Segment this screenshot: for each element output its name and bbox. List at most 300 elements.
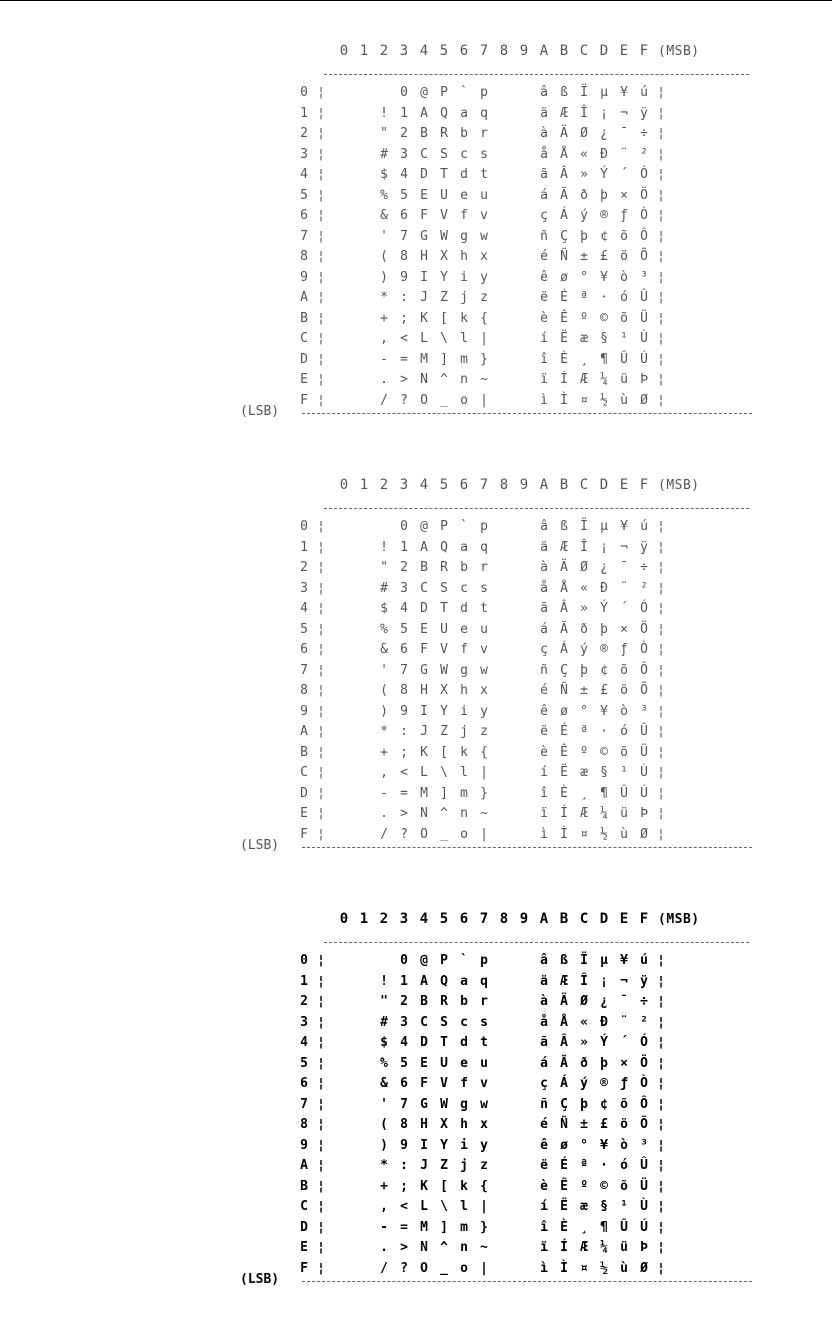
char-cell: ¹ [620,1199,628,1214]
char-cell [334,352,354,367]
msb-column-label: D [599,911,609,927]
char-cell: º [580,1178,588,1194]
char-cell [334,372,354,387]
char-cell [354,1056,374,1071]
char-cell: R [440,126,448,141]
char-cell: T [440,1035,448,1050]
msb-column-label: 6 [459,911,469,927]
char-cell [514,560,534,575]
char-cell: - [380,351,388,367]
char-cell: ± [580,1117,588,1132]
msb-header [334,40,700,62]
char-cell: 0 [400,953,408,968]
char-cell: f [460,1076,468,1091]
char-cell [514,1199,534,1214]
char-cell [514,1076,534,1091]
char-cell: e [460,1055,468,1071]
row-cells [334,229,654,244]
char-cell: Ò [640,208,648,223]
char-cell [494,1179,514,1194]
char-cell: I [420,269,428,285]
char-cell: ª [580,1158,588,1173]
table-row [294,764,668,781]
char-cell: ° [580,703,588,719]
lsb-row-label: C [300,331,308,346]
char-cell [354,1240,374,1255]
left-bar: ¦ [317,351,325,367]
char-cell: ¹ [620,331,628,346]
lsb-row-label: 5 [300,1055,308,1071]
lsb-row-label: 4 [300,1035,308,1050]
char-cell [494,147,514,162]
char-cell: ý [580,208,588,223]
char-cell: · [600,1158,608,1173]
char-cell: | [480,331,488,346]
char-cell: W [440,228,448,244]
char-cell [494,622,514,637]
msb-column-label: D [599,477,609,493]
char-cell: G [420,228,428,244]
left-bar: ¦ [317,994,325,1009]
char-cell [334,1076,354,1091]
bottom-dashed-rule [302,1281,752,1282]
char-cell: ã [540,167,548,182]
lsb-row-label: 9 [300,1137,308,1153]
char-cell: £ [600,1117,608,1132]
char-cell [354,188,374,203]
char-cell [514,601,534,616]
char-cell: Z [440,724,448,739]
char-cell [334,765,354,780]
char-cell: ã [540,601,548,616]
lsb-row-label: F [300,1260,308,1276]
char-cell: + [380,310,388,326]
char-cell [494,953,514,968]
char-cell: â [540,519,548,534]
char-cell [494,393,514,408]
char-cell [374,953,394,968]
char-cell: ? [400,1260,408,1276]
char-cell: " [380,994,388,1009]
char-cell [514,827,534,842]
char-cell: _ [440,392,448,408]
char-cell: , [380,1199,388,1214]
row-cells [334,540,654,555]
char-cell: ¯ [620,560,628,575]
char-cell: u [480,1055,488,1071]
char-cell: 6 [400,642,408,657]
right-bar: ¦ [657,806,665,821]
left-bar: ¦ [317,105,325,121]
row-cells [334,352,654,367]
char-cell: õ [620,228,628,244]
lsb-row-label: 0 [300,85,308,100]
char-cell [354,167,374,182]
char-cell: o [460,392,468,408]
char-cell [494,331,514,346]
char-cell: q [480,105,488,121]
char-cell: = [400,1219,408,1235]
table-row [294,1219,668,1236]
right-bar: ¦ [657,1178,665,1194]
right-bar: ¦ [657,785,665,801]
char-cell: # [380,1014,388,1030]
right-bar: ¦ [657,953,665,968]
char-cell: @ [420,85,428,100]
left-bar: ¦ [317,167,325,182]
char-cell: ² [640,146,648,162]
char-cell [514,1015,534,1030]
char-cell: ! [380,973,388,989]
char-cell: § [600,765,608,780]
char-cell: § [600,331,608,346]
char-cell: ´ [620,601,628,616]
lsb-row-label: 1 [300,539,308,555]
char-cell: õ [620,662,628,678]
char-cell: ë [540,290,548,305]
lsb-row-label: 9 [300,703,308,719]
bottom-dashed-rule [302,847,752,848]
row-cells [334,601,654,616]
lsb-row-label: 2 [300,126,308,141]
char-cell: a [460,973,468,989]
char-cell [354,1035,374,1050]
char-cell: 6 [400,1076,408,1091]
left-bar: ¦ [317,1076,325,1091]
char-cell [514,270,534,285]
char-cell: l [460,331,468,346]
char-cell: ª [580,290,588,305]
left-bar: ¦ [317,826,325,842]
char-cell: N [420,1240,428,1255]
char-cell: f [460,642,468,657]
right-bar: ¦ [657,1137,665,1153]
table-row [294,805,668,822]
char-cell: º [580,310,588,326]
char-cell [334,786,354,801]
char-cell: V [440,208,448,223]
right-bar: ¦ [657,703,665,719]
char-cell: e [460,621,468,637]
char-cell: ï [540,372,548,387]
row-cells [334,806,654,821]
char-cell [334,1035,354,1050]
char-cell: é [540,249,548,264]
char-cell: ( [380,683,388,698]
char-cell: & [380,642,388,657]
char-cell: È [560,785,568,801]
char-cell: Õ [640,249,648,264]
right-bar: ¦ [657,1055,665,1071]
left-bar: ¦ [317,642,325,657]
char-cell: \ [440,1199,448,1214]
char-cell: ç [540,642,548,657]
char-cell: Û [620,351,628,367]
char-cell: X [440,249,448,264]
char-cell [334,642,354,657]
char-cell: : [400,724,408,739]
char-cell: + [380,1178,388,1194]
char-cell: ï [540,806,548,821]
table-row [294,371,668,388]
lsb-row-label: 3 [300,146,308,162]
char-cell: u [480,621,488,637]
left-bar: ¦ [317,1219,325,1235]
char-cell: ¨ [620,146,628,162]
char-cell: Ë [560,1199,568,1214]
char-cell: ( [380,1117,388,1132]
char-cell [334,1179,354,1194]
char-cell: 0 [400,519,408,534]
table-row [294,125,668,142]
msb-column-label: 3 [399,477,409,493]
char-cell [494,663,514,678]
char-cell [514,581,534,596]
char-cell: t [480,601,488,616]
msb-column-label: 4 [419,477,429,493]
char-cell [334,974,354,989]
char-cell [354,352,374,367]
row-cells [334,85,654,100]
char-cell: ¢ [600,228,608,244]
char-cell: Ò [640,1076,648,1091]
row-cells [334,270,654,285]
char-cell: Ð [600,1014,608,1030]
msb-column-label: 9 [519,477,529,493]
right-bar: ¦ [657,973,665,989]
char-cell: Ë [560,331,568,346]
char-cell: S [440,146,448,162]
char-cell: w [480,1096,488,1112]
lsb-row-label: F [300,826,308,842]
char-cell [354,1220,374,1235]
char-cell: ¥ [600,1137,608,1153]
char-cell [354,1179,374,1194]
left-bar: ¦ [317,1137,325,1153]
msb-header [334,474,700,496]
char-cell [494,1220,514,1235]
msb-column-label: F [639,911,649,927]
char-cell: ¢ [600,662,608,678]
char-cell: P [440,953,448,968]
char-cell: s [480,146,488,162]
left-bar: ¦ [317,228,325,244]
char-cell: * [380,724,388,739]
char-cell: # [380,580,388,596]
char-cell [494,106,514,121]
right-bar: ¦ [657,126,665,141]
left-bar: ¦ [317,1199,325,1214]
char-cell: Ù [640,1199,648,1214]
lsb-row-label: 7 [300,1096,308,1112]
char-cell [334,994,354,1009]
row-cells [334,147,654,162]
char-cell: à [540,560,548,575]
char-cell [354,1199,374,1214]
msb-column-label: 3 [399,911,409,927]
char-cell: 9 [400,1137,408,1153]
char-cell: õ [620,1178,628,1194]
msb-column-label: 4 [419,43,429,59]
char-cell: . [380,372,388,387]
table-row [294,723,668,740]
table-row [294,1239,668,1256]
row-cells [334,704,654,719]
char-cell [514,994,534,1009]
table-row [294,392,668,409]
char-cell: W [440,1096,448,1112]
row-cells [334,994,654,1009]
lsb-label: (LSB) [240,838,280,853]
char-cell [494,1158,514,1173]
char-cell: Ú [640,351,648,367]
char-cell [334,663,354,678]
left-bar: ¦ [317,310,325,326]
left-bar: ¦ [317,953,325,968]
char-cell: Ì [560,1260,568,1276]
char-cell: i [460,1137,468,1153]
char-cell [334,229,354,244]
char-cell: ü [620,1240,628,1255]
char-cell: ' [380,228,388,244]
char-cell: r [480,994,488,1009]
char-cell: ¯ [620,126,628,141]
char-cell [334,1199,354,1214]
msb-column-label: 4 [419,911,429,927]
char-cell: ¿ [600,994,608,1009]
char-cell: 2 [400,560,408,575]
char-cell: ´ [620,167,628,182]
char-cell: ú [640,85,648,100]
char-cell: ` [460,519,468,534]
char-cell: á [540,1055,548,1071]
row-cells [334,683,654,698]
char-cell: Z [440,290,448,305]
right-bar: ¦ [657,539,665,555]
lsb-row-label: 5 [300,187,308,203]
char-cell: Û [640,724,648,739]
char-cell: F [420,208,428,223]
char-cell [334,683,354,698]
char-cell: R [440,560,448,575]
char-cell [374,85,394,100]
character-table-3 [240,908,830,1328]
msb-column-label: 5 [439,911,449,927]
char-cell: Ê [560,310,568,326]
row-cells [334,560,654,575]
char-cell: C [420,146,428,162]
msb-column-label: B [559,43,569,59]
right-bar: ¦ [657,994,665,1009]
char-cell: 7 [400,228,408,244]
char-cell: à [540,126,548,141]
char-cell [334,1138,354,1153]
char-cell: ~ [480,372,488,387]
right-bar: ¦ [657,372,665,387]
top-dashed-rule [324,942,749,943]
char-cell [494,994,514,1009]
char-cell: $ [380,601,388,616]
char-cell: Ø [580,560,588,575]
right-bar: ¦ [657,662,665,678]
char-cell [354,1015,374,1030]
char-cell: \ [440,765,448,780]
char-cell: ( [380,249,388,264]
char-cell [514,208,534,223]
table-row [294,146,668,163]
char-cell: ì [540,826,548,842]
char-cell: 3 [400,1014,408,1030]
char-cell: Ñ [560,249,568,264]
char-cell: ¶ [600,1219,608,1235]
char-cell: þ [580,1096,588,1112]
table-row [294,641,668,658]
char-cell [494,704,514,719]
char-cell: | [480,392,488,408]
char-cell [354,1076,374,1091]
lsb-row-label: E [300,806,308,821]
char-cell [514,974,534,989]
row-cells [334,1056,654,1071]
char-cell: y [480,1137,488,1153]
char-cell: å [540,580,548,596]
char-cell [334,560,354,575]
char-cell [514,1261,534,1276]
row-cells [334,786,654,801]
char-cell: . [380,1240,388,1255]
char-cell: ³ [640,269,648,285]
table-row [294,1116,668,1133]
char-cell: ò [620,703,628,719]
char-cell: 2 [400,126,408,141]
right-bar: ¦ [657,1199,665,1214]
char-cell: Å [560,580,568,596]
table-row [294,1260,668,1277]
char-cell [354,126,374,141]
char-cell: { [480,744,488,760]
char-cell: L [420,765,428,780]
char-cell: Á [560,208,568,223]
lsb-row-label: 1 [300,973,308,989]
char-cell: Ã [560,1055,568,1071]
char-cell: 4 [400,167,408,182]
char-cell: ó [620,290,628,305]
char-cell [354,229,374,244]
character-table-1 [240,40,830,460]
char-cell: ú [640,519,648,534]
table-row [294,826,668,843]
char-cell: ¤ [580,1260,588,1276]
char-cell: ò [620,269,628,285]
char-cell: « [580,1014,588,1030]
char-cell: " [380,560,388,575]
char-cell: c [460,580,468,596]
msb-column-label: A [539,43,549,59]
char-cell: ÷ [640,560,648,575]
char-cell [334,331,354,346]
char-cell: k [460,310,468,326]
right-bar: ¦ [657,560,665,575]
char-cell: k [460,1178,468,1194]
char-cell [354,208,374,223]
table-row [294,993,668,1010]
char-cell: K [420,744,428,760]
char-cell: ; [400,310,408,326]
char-cell: ³ [640,703,648,719]
char-cell: ; [400,744,408,760]
char-cell: } [480,1219,488,1235]
char-cell: K [420,1178,428,1194]
